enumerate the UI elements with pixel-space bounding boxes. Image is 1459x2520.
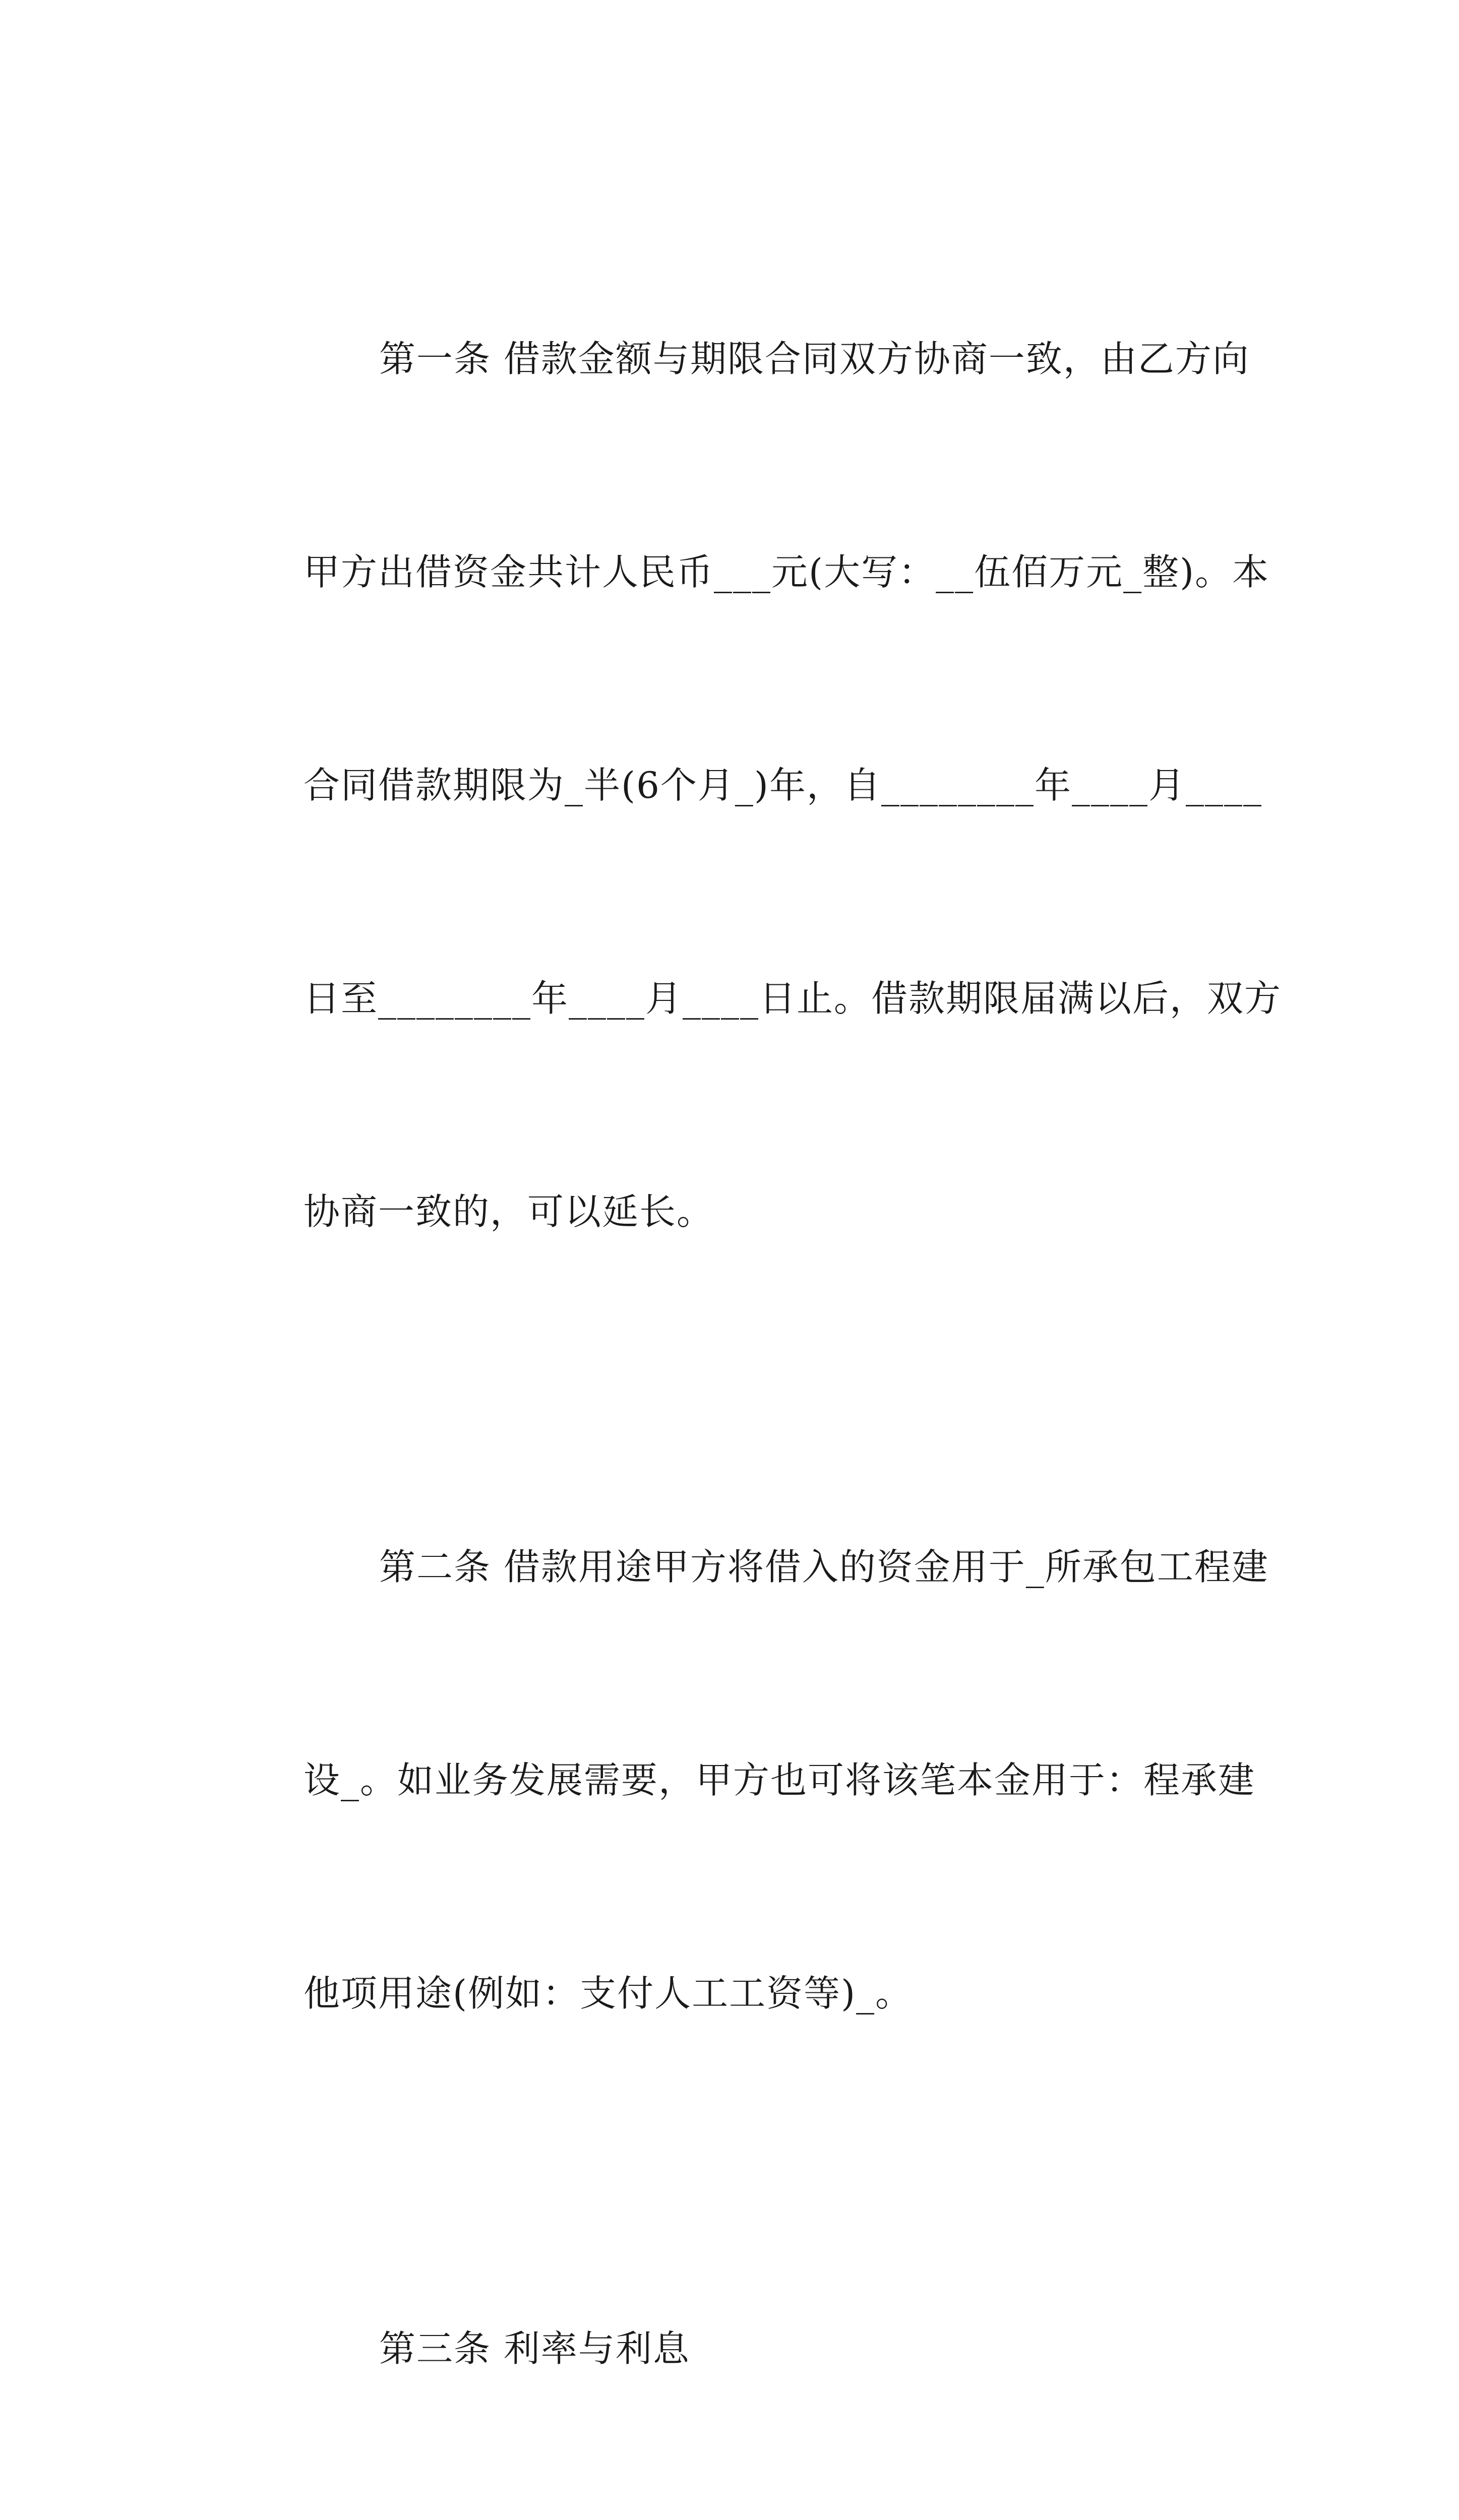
text-line: 合同借款期限为_半(6个月_)年，自________年____月____ [303,764,1262,806]
text-line: 日至________年____月____日止。借款期限届满以后，双方 [303,977,1282,1020]
document-body [228,181,1282,2520]
text-line: 设_。如业务发展需要，甲方也可将该笔本金用于：程承建 [303,1759,1256,1801]
text-line: 协商一致的，可以延长。 [303,1190,714,1233]
text-line: 第一条 借款金额与期限合同双方协商一致，由乙方向 [379,338,1250,380]
article-1-paragraph [228,181,1282,1390]
text-line: 甲方出借资金共计人民币___元(大写：__伍佰万元_整)。本 [303,551,1270,593]
text-line: 第二条 借款用途甲方将借入的资金用于_所承包工程建 [379,1546,1269,1588]
article-3-heading [228,2171,1241,2520]
text-line: 他项用途(例如：支付人工工资等)_。 [303,1972,913,2014]
article-2-paragraph [228,1390,1269,2171]
text-line: 第三条 利率与利息 [379,2327,690,2370]
